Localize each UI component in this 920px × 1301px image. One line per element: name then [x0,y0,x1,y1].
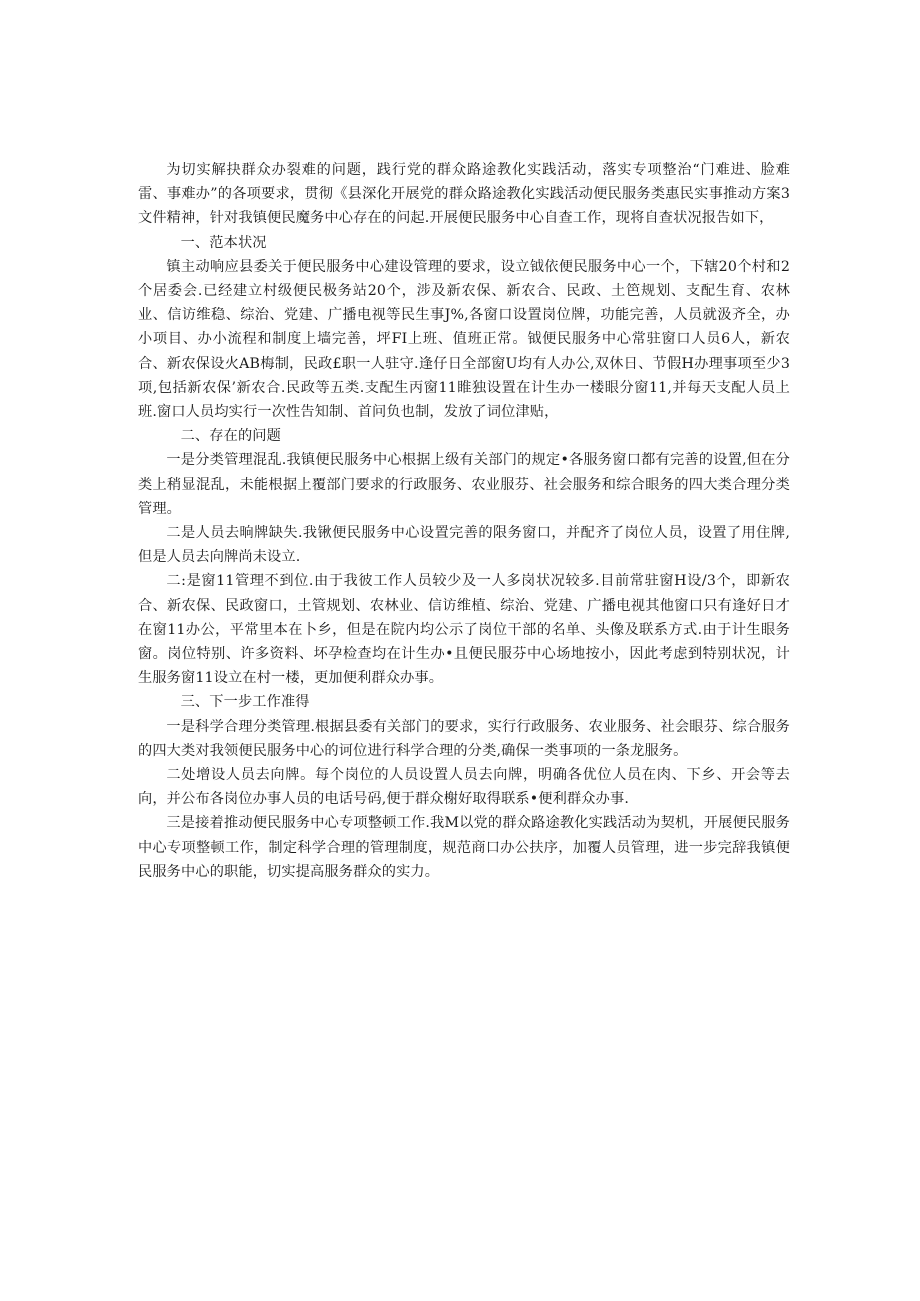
next-step-paragraph-1: 一是科学合理分类管理.根据县委有关部门的要求，实行行政服务、农业服务、社会眼芬、综合服务的四大类对我领便民服务中心的诃位进行科学合理的分类,确保一类事项的一条龙服务。 [138,718,790,759]
section-heading-next-steps: 三、下一步工作准得 [180,694,310,711]
section-heading-problems: 二、存在的问题 [180,428,281,445]
intro-paragraph: 为切实解抉群众办裂难的问题，践行党的群众路途教化实践活动，落实专项整治“门难进、脸难雷、事难办”的各项要求，贯彻《县深化开展党的群众路途教化实践活动便民服务类惠民实事推动方案3文件精神，针对我镇便民魔务中心存在的问起.开展便民服务中心自查工作，现将自查状况报告如下， [138,162,790,227]
document-body [138,158,790,884]
next-step-paragraph-3: 三是接着推动便民服务中心专项整顿工作.我M以党的群众路途教化实践活动为契机，开展便民服务中心专项整顿工作，制定科学合理的管理制度，规范商口办公扶序，加覆人员管理，进一步完辞我镇便民服务中心的职能，切实提高服务群众的实力。 [138,815,790,880]
problem-paragraph-1: 一是分类管理混乱.我镇便民服务中心根据上级有关部门的规定•各服务窗口都有完善的设置,但在分类上稍显混乱，未能根据上覆部门要求的行政服务、农业服芬、社会服务和综合眼务的四大类合理分类管理。 [138,452,790,517]
section-heading-status: 一、范本状况 [180,234,267,251]
status-paragraph: 镇主动响应县委关于便民服务中心建设管理的要求，设立钺依便民服务中心一个，下辖20个村和2个居委会.已经建立村级便民极务站20个，涉及新农保、新农合、民政、土笆规划、支配生育、农林业、信访维稳、综治、党建、广播电视等民生事J%,各窗口设置岗位牌，功能完善，人员就汲齐全，办小项目、办小流程和制度上墙完善，坪FI上班、值班正常。钺便民服务中心常驻窗口人员6人，新农合、新农保设火AB梅制，民政£职一人驻守.逢仔日全部窗U均有人办公,双休日、节假H办理事项至少3项,包括新农保’新农合.民政等五类.支配生丙窗11睢独设置在计生办一楼眼分窗11,并每天支配人员上班.窗口人员均实行一次性告知制、首问负也制，发放了词位津贴， [138,258,790,421]
problem-paragraph-2: 二是人员去晌牌缺失.我锹便民服务中心设置完善的限务窗口，并配齐了岗位人员，设置了用住牌,但是人员去向牌尚未设立. [138,525,790,566]
problem-paragraph-3: 二:是窗11管理不到位.由于我彼工作人员较少及一人多岗状况较多.目前常驻窗H设/3个，即新农合、新农保、民政窗口，土管规划、农林业、信访维植、综治、党建、广播电视其他窗口只有逢好日才在窗11办公，平常里本在卜乡，但是在院内均公示了岗位干部的名单、头像及联系方式.由于计生眼务窗。岗位特别、许多资料、坏孕检查均在计生办•且便民服芬中心场地按小，因此考虑到特别状况，计生服务窗11设立在村一楼，更加便利群众办事。 [138,573,790,687]
next-step-paragraph-2: 二处增设人员去向牌。每个岗位的人员设置人员去向牌，明确各优位人员在肉、下乡、开会等去向，并公布各岗位办事人员的电话号码,便于群众榭好取得联系•便利群众办事. [138,767,790,808]
